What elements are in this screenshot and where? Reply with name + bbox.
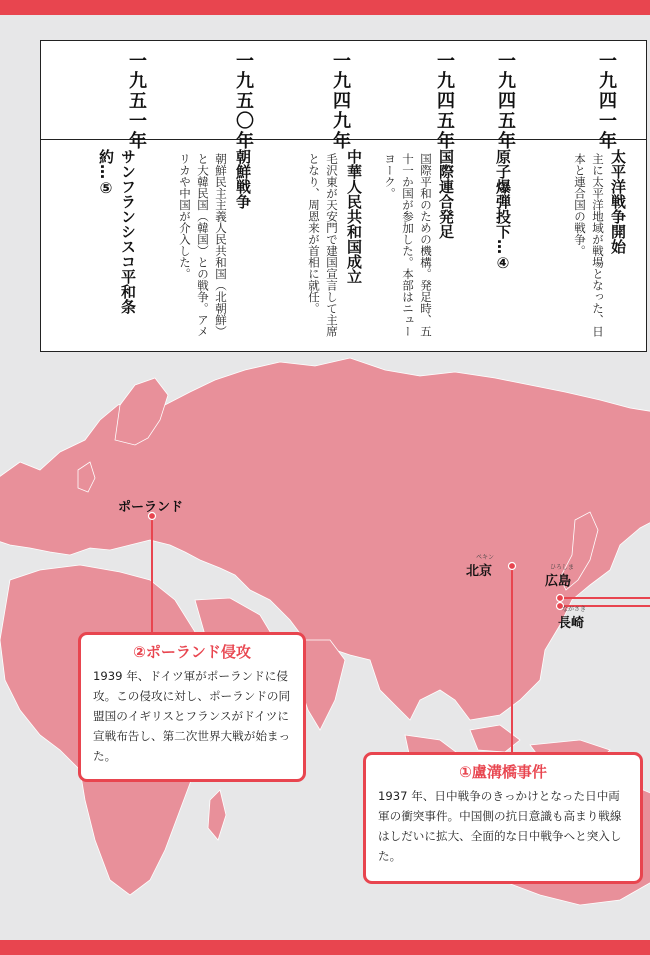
ruby-nagasaki: ながさき xyxy=(562,606,587,613)
timeline-table xyxy=(40,40,647,352)
timeline-desc: 主に太平洋地域が戦場となった、日本と連合国の戦争。 xyxy=(573,153,605,337)
timeline-title: サンフランシスコ平和条約…⑤ xyxy=(97,149,137,314)
timeline-year: 一九四五年 xyxy=(495,51,516,151)
bottom-accent-bar xyxy=(0,940,650,955)
label-beijing: 北京 xyxy=(466,564,493,579)
timeline-title: 中華人民共和国成立 xyxy=(345,149,363,284)
pin-hiroshima xyxy=(557,595,564,602)
timeline-entry-1941 xyxy=(571,41,641,351)
callout-heading: ②ポーランド侵攻 xyxy=(133,643,251,661)
timeline-year: 一九五〇年 xyxy=(233,51,254,151)
timeline-entry-1949 xyxy=(263,41,373,351)
callout-lugou-bridge xyxy=(363,752,643,884)
ruby-beijing: ペキン xyxy=(476,554,494,561)
timeline-year: 一九四五年 xyxy=(434,51,455,151)
callout-poland-invasion xyxy=(78,632,306,782)
timeline-title: 朝鮮戦争 xyxy=(234,149,252,209)
timeline-year: 一九四九年 xyxy=(330,51,351,151)
pin-beijing xyxy=(509,563,516,570)
label-hiroshima: 広島 xyxy=(545,574,572,589)
label-nagasaki: 長崎 xyxy=(558,616,585,631)
timeline-title: 太平洋戦争開始 xyxy=(609,149,627,254)
timeline-year: 一九五一年 xyxy=(126,51,147,151)
top-accent-bar xyxy=(0,0,650,15)
timeline-desc: 国際平和のための機構。発足時、五十一か国が参加した。本部はニューヨーク。 xyxy=(383,153,433,337)
callout-heading: ①盧溝橋事件 xyxy=(459,763,547,781)
ruby-hiroshima: ひろしま xyxy=(550,564,575,571)
timeline-entry-1951 xyxy=(79,41,147,351)
timeline-title: 原子爆弾投下…④ xyxy=(494,149,512,272)
callout-body: 1939 年、ドイツ軍がポーランドに侵攻。この侵攻に対し、ポーランドの同盟国のイギリスとフランスがドイツに宣戦布告し、第二次世界大戦が始まった。 xyxy=(93,669,291,763)
timeline-desc: 毛沢東が天安門で建国宣言して主席となり、周恩来が首相に就任。 xyxy=(307,153,339,337)
timeline-title: 国際連合発足 xyxy=(437,149,455,239)
timeline-entry-1945a xyxy=(476,41,536,351)
label-poland: ポーランド xyxy=(118,500,184,515)
timeline-entry-1950 xyxy=(146,41,256,351)
timeline-desc: 朝鮮民主主義人民共和国（北朝鮮）と大韓民国（韓国）との戦争。アメリカや中国が介入した。 xyxy=(178,153,228,337)
timeline-entry-1945b xyxy=(381,41,461,351)
callout-body: 1937 年、日中戦争のきっかけとなった日中両軍の衝突事件。中国側の抗日意識も高まり戦線はしだいに拡大、全面的な日中戦争へと突入した。 xyxy=(378,789,622,863)
timeline-year: 一九四一年 xyxy=(596,51,617,151)
